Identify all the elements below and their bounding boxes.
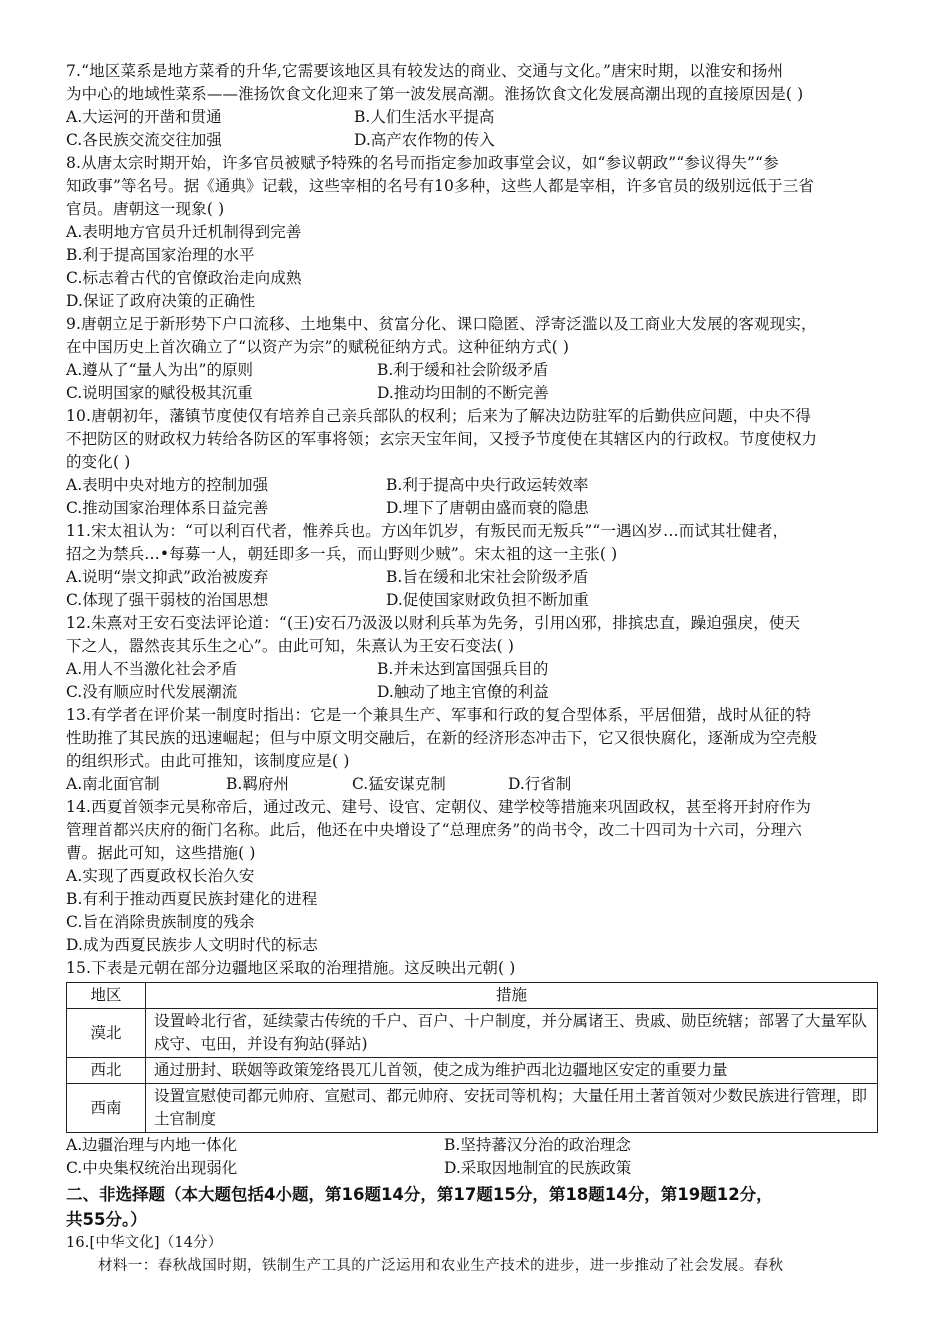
option-b: B.坚持蕃汉分治的政治理念: [444, 1136, 631, 1154]
options-row: [66, 359, 886, 382]
question-stem: 的变化( ): [66, 453, 131, 471]
option-d: D.采取因地制宜的民族政策: [444, 1159, 632, 1177]
options-row: [66, 106, 886, 129]
options-row: [66, 497, 886, 520]
question-13: [66, 704, 886, 796]
table-row: [67, 1058, 878, 1084]
option-b: B.利于提高中央行政运转效率: [386, 476, 589, 494]
option-d: D.成为西夏民族步人文明时代的标志: [66, 936, 318, 954]
question-stem: 知政事”等名号。据《通典》记载，这些宰相的名号有10多种，这些人都是宰相，许多官员的级别远低于三省: [66, 177, 815, 195]
table-cell-region: 西北: [67, 1058, 146, 1084]
options-row: [66, 589, 886, 612]
section-title-cont: 共55分。）: [66, 1210, 147, 1229]
option-c: C.推动国家治理体系日益完善: [66, 499, 269, 517]
option-d: D.行省制: [508, 775, 572, 793]
question-heading: 16.[中华文化]（14分）: [66, 1235, 223, 1251]
option-c: C.猛安谋克制: [352, 775, 446, 793]
option-c: C.标志着古代的官僚政治走向成熟: [66, 269, 302, 287]
section-2-heading: [66, 1182, 886, 1232]
option-b: B.利于缓和社会阶级矛盾: [377, 361, 549, 379]
table-header-row: [67, 983, 878, 1009]
question-12: [66, 612, 886, 704]
question-stem: 12.朱熹对王安石变法评论道：“(王)安石乃汲汲以财利兵革为先务，引用凶邪，排摈忠直，躁迫强戾，使天: [66, 614, 801, 632]
option-c: C.旨在消除贵族制度的残余: [66, 913, 255, 931]
option-c: C.各民族交流交往加强: [66, 131, 222, 149]
question-9: [66, 313, 886, 405]
question-stem: 招之为禁兵…•每募一人，朝廷即多一兵，而山野则少贼”。宋太祖的这一主张( ): [66, 545, 618, 563]
question-stem: 9.唐朝立足于新形势下户口流移、土地集中、贫富分化、课口隐匿、浮寄泛滥以及工商业大发展的客观现实，: [66, 315, 817, 333]
question-stem: 10.唐朝初年，藩镇节度使仅有培养自己亲兵部队的权利；后来为了解决边防驻军的后勤供应问题，中央不得: [66, 407, 812, 425]
options-row: [66, 129, 886, 152]
options-row: [66, 1134, 886, 1157]
question-stem: 13.有学者在评价某一制度时指出：它是一个兼具生产、军事和行政的复合型体系，平居佃猎，战时从征的特: [66, 706, 812, 724]
table-row: [67, 1009, 878, 1058]
material-one: 材料一：春秋战国时期，铁制生产工具的广泛运用和农业生产技术的进步，进一步推动了社会发展。春秋: [98, 1258, 784, 1274]
question-stem: 7.“地区菜系是地方菜肴的升华,它需要该地区具有较发达的商业、交通与文化。”唐宋时期，以淮安和扬州: [66, 62, 784, 80]
question-stem: 14.西夏首领李元昊称帝后，通过改元、建号、设官、定朝仪、建学校等措施来巩固政权，甚至将开封府作为: [66, 798, 812, 816]
option-c: C.说明国家的赋役极其沉重: [66, 384, 253, 402]
question-stem: 官员。唐朝这一现象( ): [66, 200, 225, 218]
option-d: D.推动均田制的不断完善: [377, 384, 549, 402]
question-7: [66, 60, 886, 152]
measures-table: [66, 982, 878, 1133]
option-b: B.并未达到富国强兵目的: [377, 660, 549, 678]
table-cell-region: 漠北: [67, 1009, 146, 1058]
option-c: C.体现了强干弱枝的治国思想: [66, 591, 269, 609]
option-b: B.有利于推动西夏民族封建化的进程: [66, 890, 318, 908]
option-c: C.中央集权统治出现弱化: [66, 1159, 238, 1177]
question-stem: 下之人，嚣然丧其乐生之心”。由此可知，朱熹认为王安石变法( ): [66, 637, 515, 655]
option-a: A.表明中央对地方的控制加强: [66, 476, 269, 494]
options-row: [66, 474, 886, 497]
option-d: D.促使国家财政负担不断加重: [386, 591, 589, 609]
question-11: [66, 520, 886, 612]
question-stem: 性助推了其民族的迅速崛起；但与中原文明交融后，在新的经济形态冲击下，它又很快腐化，逐渐成为空壳般: [66, 729, 818, 747]
question-stem: 管理首都兴庆府的衙门名称。此后，他还在中央增设了“总理庶务”的尚书令，改二十四司为十六司，分理六: [66, 821, 803, 839]
option-a: A.表明地方官员升迁机制得到完善: [66, 223, 302, 241]
option-a: A.说明“崇文抑武”政治被废弃: [66, 568, 269, 586]
table-header-measure: 措施: [146, 983, 878, 1009]
option-b: B.人们生活水平提高: [354, 108, 495, 126]
option-a: A.遵从了“量人为出”的原则: [66, 361, 253, 379]
question-8: [66, 152, 886, 313]
option-a: A.实现了西夏政权长治久安: [66, 867, 255, 885]
question-stem: 的组织形式。由此可推知，该制度应是( ): [66, 752, 350, 770]
option-a: A.用人不当激化社会矛盾: [66, 660, 238, 678]
question-15: [66, 957, 886, 1180]
section-title: 二、非选择题（本大题包括4小题，第16题14分，第17题15分，第18题14分，第19题12分，: [66, 1185, 773, 1204]
question-stem: 11.宋太祖认为：“可以利百代者，惟养兵也。方凶年饥岁，有叛民而无叛兵”“一遇凶岁…而试其壮健者，: [66, 522, 789, 540]
table-cell-measure: 设置岭北行省，延续蒙古传统的千户、百户、十户制度，并分属诸王、贵戚、勋臣统辖；部署了大量军队戍守、屯田，并设有狗站(驿站): [146, 1009, 878, 1058]
question-16: [66, 1232, 886, 1278]
options-row: [66, 566, 886, 589]
question-stem: 曹。据此可知，这些措施( ): [66, 844, 256, 862]
table-header-region: 地区: [67, 983, 146, 1009]
question-stem: 在中国历史上首次确立了“以资产为宗”的赋税征纳方式。这种征纳方式( ): [66, 338, 570, 356]
options-row: [66, 382, 886, 405]
table-cell-measure: 通过册封、联姻等政策笼络畏兀儿首领，使之成为维护西北边疆地区安定的重要力量: [146, 1058, 878, 1084]
option-b: B.旨在缓和北宋社会阶级矛盾: [386, 568, 589, 586]
table-cell-measure: 设置宣慰使司都元帅府、宣慰司、都元帅府、安抚司等机构；大量任用土著首领对少数民族进行管理，即土官制度: [146, 1084, 878, 1133]
option-d: D.埋下了唐朝由盛而衰的隐患: [386, 499, 589, 517]
options-row: [66, 773, 886, 796]
question-stem: 8.从唐太宗时期开始，许多官员被赋予特殊的名号而指定参加政事堂会议，如“参议朝政”“参议得失”“参: [66, 154, 779, 172]
exam-page: [66, 60, 886, 1278]
options-row: [66, 1157, 886, 1180]
option-d: D.保证了政府决策的正确性: [66, 292, 256, 310]
table-cell-region: 西南: [67, 1084, 146, 1133]
option-a: A.边疆治理与内地一体化: [66, 1136, 238, 1154]
option-a: A.大运河的开凿和贯通: [66, 108, 222, 126]
options-row: [66, 658, 886, 681]
option-d: D.触动了地主官僚的利益: [377, 683, 549, 701]
option-b: B.羁府州: [226, 775, 289, 793]
option-a: A.南北面官制: [66, 775, 160, 793]
question-10: [66, 405, 886, 520]
option-d: D.高产农作物的传入: [354, 131, 495, 149]
options-row: [66, 681, 886, 704]
option-c: C.没有顺应时代发展潮流: [66, 683, 238, 701]
question-stem: 为中心的地域性菜系——淮扬饮食文化迎来了第一波发展高潮。淮扬饮食文化发展高潮出现的直接原因是( ): [66, 85, 804, 103]
table-row: [67, 1084, 878, 1133]
question-14: [66, 796, 886, 957]
question-stem: 不把防区的财政权力转给各防区的军事将领；玄宗天宝年间，又授予节度使在其辖区内的行政权。节度使权力: [66, 430, 818, 448]
option-b: B.利于提高国家治理的水平: [66, 246, 255, 264]
question-stem: 15.下表是元朝在部分边疆地区采取的治理措施。这反映出元朝( ): [66, 959, 516, 977]
